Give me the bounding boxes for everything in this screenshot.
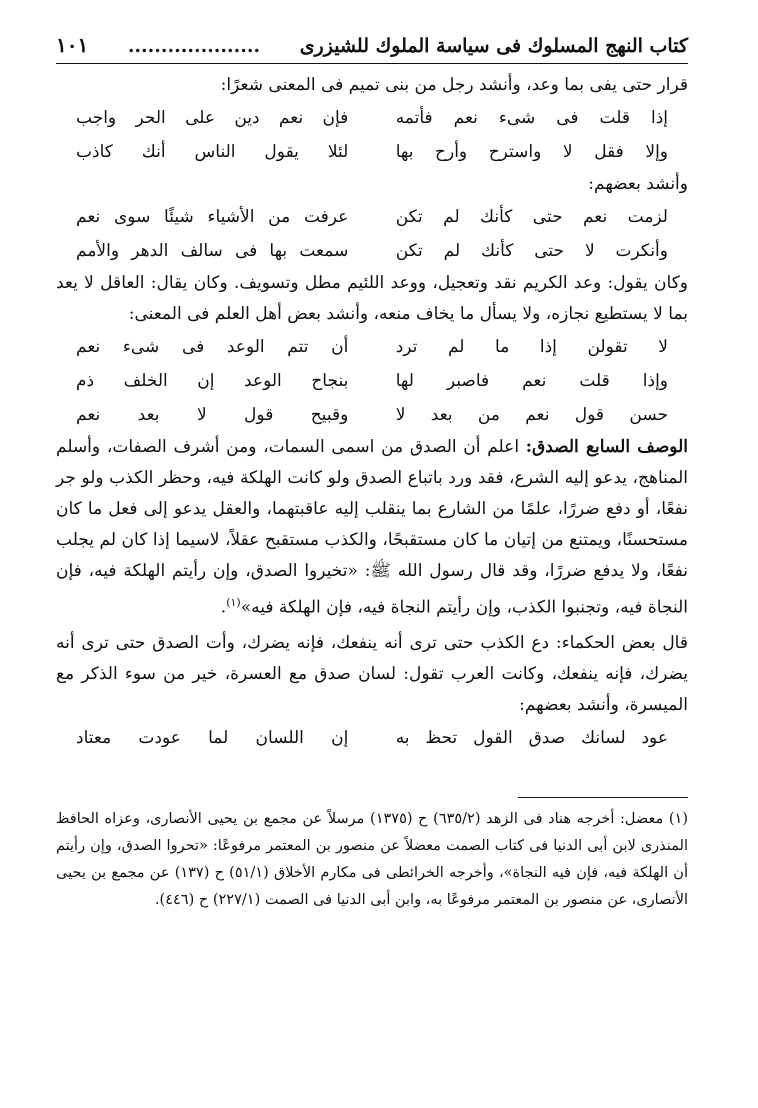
verse-line [76, 234, 668, 268]
poem-3 [76, 330, 668, 432]
paragraph-2: وأنشد بعضهم: [588, 174, 688, 194]
paragraph-1: قرار حتى يفى بما وعد، وأنشد رجل من بنى تميم فى المعنى شعرًا: [220, 75, 688, 95]
verse-second-hemistich: أن تتم الوعد فى شىء نعم [76, 337, 349, 357]
poem-4 [76, 721, 668, 755]
verse-second-hemistich: بنجاح الوعد إن الخلف ذم [76, 371, 349, 391]
verse-line [76, 721, 668, 755]
header-dots: .................... [127, 35, 261, 57]
section-text: اعلم أن الصدق من اسمى السمات، ومن أشرف الصفات، وأسلم المناهج، يدعو إليه الشرع، فقد ورد باتباع الصدق ولو كانت الهلكة فيه، وحظر الكذب ولو جر نفعًا، أو دفع ضررًا، علمًا من الشارع بما ينقلب إليه عاقبتهما، والعقل يدعو إلى فعل ما كان مستحسنًا، ويمتنع من إتيان ما كان مستقبحًا، والكذب مستقبح عقلاً، لاسيما إذا كان لم يجلب نفعًا، ولا يدفع ضررًا، وقد قال رسول الله ﷺ: «تخيروا الصدق، وإن رأيتم الهلكة فيه، فإن النجاة فيه، وتجنبوا الكذب، وإن رأيتم النجاة فيه، فإن الهلكة فيه» [56, 437, 688, 618]
verse-line [76, 135, 668, 169]
running-header [56, 30, 688, 64]
verse-second-hemistich: سمعت بها فى سالف الدهر والأمم [76, 241, 349, 261]
verse-second-hemistich: وقبيح قول لا بعد نعم [76, 405, 349, 425]
verse-second-hemistich: فإن نعم دين على الحر واجب [76, 108, 349, 128]
verse-first-hemistich: حسن قول نعم من بعد لا [395, 405, 668, 425]
verse-line [76, 330, 668, 364]
section-heading: الوصف السابع الصدق: [525, 437, 688, 457]
verse-first-hemistich: لزمت نعم حتى كأنك لم تكن [395, 207, 668, 227]
poem-2 [76, 200, 668, 268]
poem-1 [76, 101, 668, 169]
verse-second-hemistich: إن اللسان لما عودت معتاد [76, 727, 349, 748]
footnote-1: (١) معضل: أخرجه هناد فى الزهد (٦٣٥/٢) ح (١٣٧٥) مرسلاً عن مجمع بن يحيى الأنصارى، وعزاه الحافظ المنذرى لابن أبى الدنيا فى كتاب الصمت معضلاً عن منصور بن المعتمر مرفوعًا: «تحروا الصدق، وإن رأيتم أن الهلكة فيه، فإن فيه النجاة»، وأخرجه الخرائطى فى مكارم الأخلاق (٥١/١) ح (١٣٧) عن مجمع بن يحيى الأنصارى، عن منصور بن المعتمر مرفوعًا به، وابن أبى الدنيا فى الصمت (٢٢٧/١) ح (٤٤٦). [56, 810, 688, 908]
paragraph-3: وكان يقول: وعد الكريم نقد وتعجيل، ووعد اللئيم مطل وتسويف. وكان يقال: العاقل لا يعد بما لا يستطيع نجازه، ولا يسأل ما يخاف منعه، وأنشد بعض أهل العلم فى المعنى: [56, 273, 688, 324]
verse-line [76, 200, 668, 234]
paragraph-end: . [220, 597, 227, 618]
footnote-reference[interactable]: (١) [226, 596, 241, 609]
verse-second-hemistich: لئلا يقول الناس أنك كاذب [76, 142, 349, 162]
verse-line [76, 398, 668, 432]
verse-first-hemistich: لا تقولن إذا ما لم ترد [395, 337, 668, 357]
header-title: كتاب النهج المسلوك فى سياسة الملوك للشيزرى [299, 35, 688, 57]
verse-line [76, 101, 668, 135]
paragraph-5: قال بعض الحكماء: دع الكذب حتى ترى أنه ينفعك، فإنه يضرك، وأت الصدق حتى ترى أنه يضرك، فإنه ينفعك، وكانت العرب تقول: لسان صدق مع العسرة، خير من سوء الذكر مع الميسرة، وأنشد بعضهم: [56, 632, 688, 715]
verse-second-hemistich: عرفت من الأشياء شيئًا سوى نعم [76, 207, 349, 227]
verse-first-hemistich: وأنكرت لا حتى كأنك لم تكن [395, 241, 668, 261]
page-number: ١٠١ [56, 33, 89, 57]
verse-first-hemistich: إذا قلت فى شىء نعم فأتمه [395, 108, 668, 128]
verse-first-hemistich: عود لسانك صدق القول تحظ به [395, 727, 668, 748]
paragraph-4 [56, 432, 688, 624]
verse-line [76, 364, 668, 398]
footnote-separator [518, 797, 688, 798]
verse-first-hemistich: وإذا قلت نعم فاصبر لها [395, 371, 668, 391]
verse-first-hemistich: وإلا فقل لا واسترح وأرح بها [395, 142, 668, 162]
